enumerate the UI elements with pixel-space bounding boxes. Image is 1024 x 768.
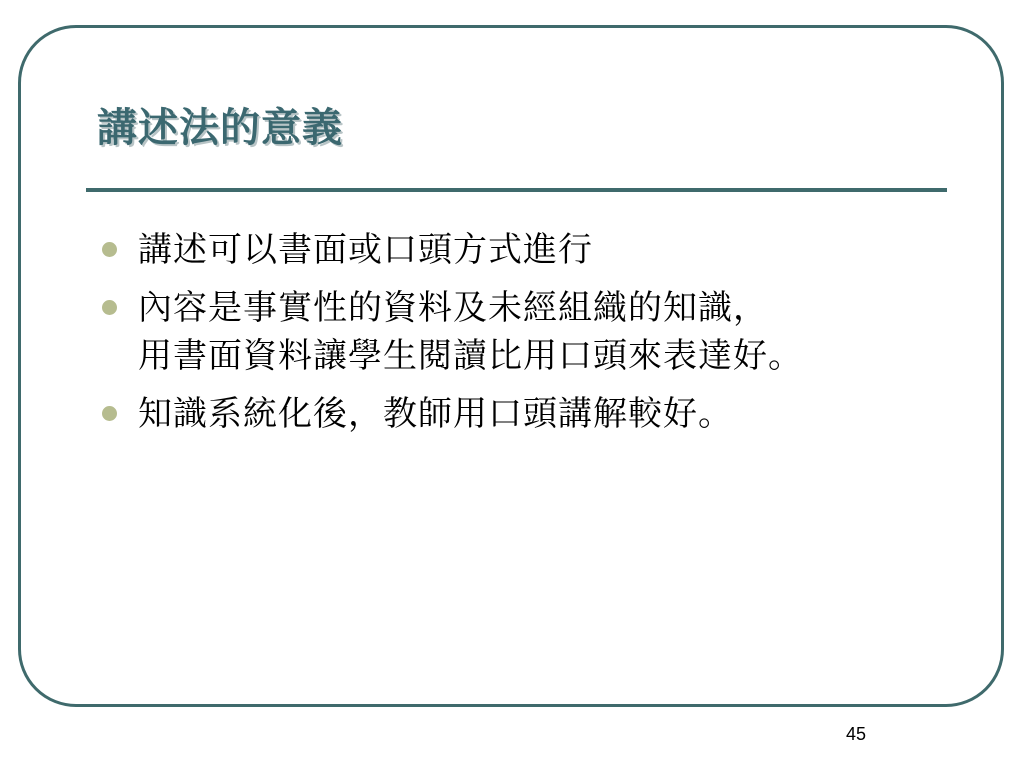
bullet-text-line: 用書面資料讓學生閱讀比用口頭來表達好。 xyxy=(138,336,803,376)
bullet-text-line: 知識系統化後，教師用口頭講解較好。 xyxy=(138,394,733,434)
bullet-item xyxy=(97,284,977,380)
bullet-dot-icon xyxy=(102,242,117,257)
bullet-item xyxy=(97,226,977,274)
bullet-text-line: 講述可以書面或口頭方式進行 xyxy=(138,230,593,270)
slide-title: 講述法的意義 xyxy=(97,104,343,151)
bullet-text-line: 內容是事實性的資料及未經組織的知識， xyxy=(138,288,768,328)
bullet-list xyxy=(97,226,977,448)
title-divider xyxy=(86,188,947,192)
bullet-dot-icon xyxy=(102,300,117,315)
page-number: 45 xyxy=(846,724,867,744)
bullet-item xyxy=(97,390,977,438)
bullet-dot-icon xyxy=(102,406,117,421)
